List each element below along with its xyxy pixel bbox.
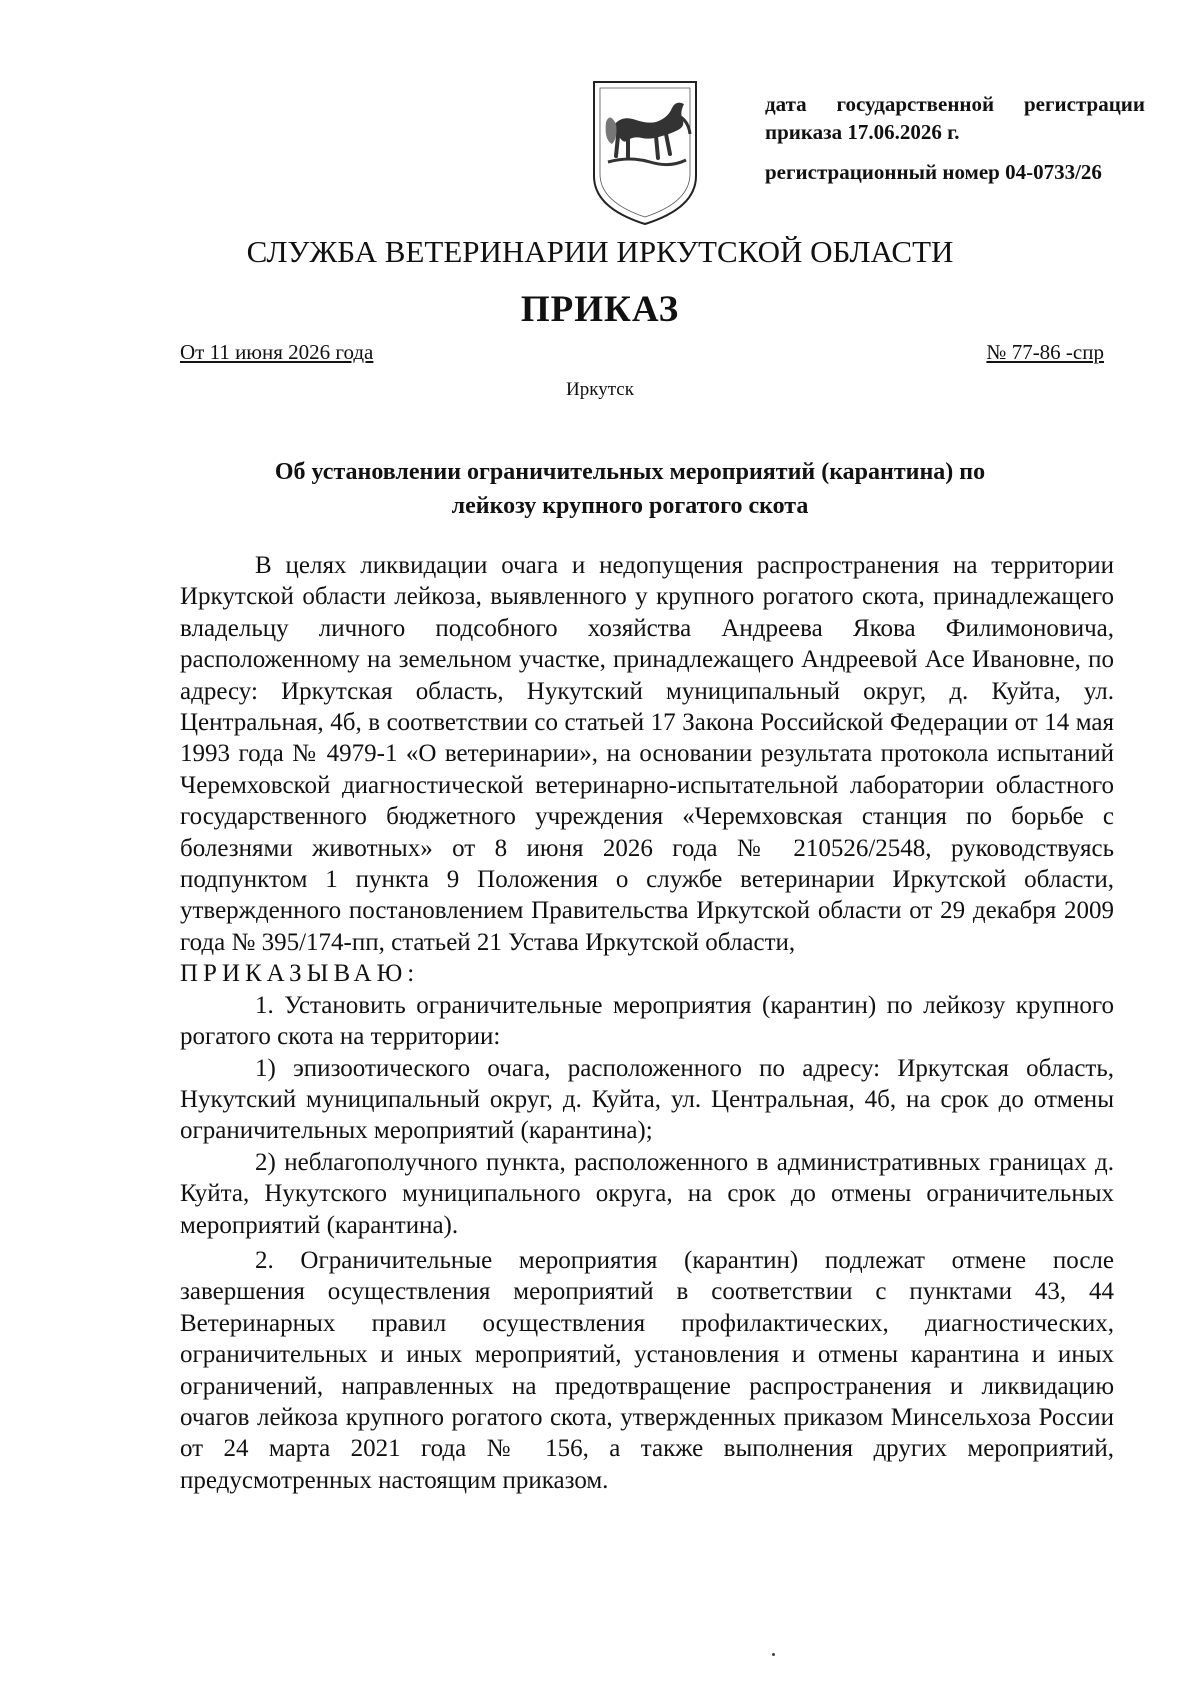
registration-line-2: приказа 17.06.2026 г.	[765, 120, 960, 144]
document-type: ПРИКАЗ	[520, 289, 680, 330]
item-1: 1. Установить ограничительные мероприятия (карантин) по лейкозу крупного рогатого скота на территории:	[180, 991, 1114, 1051]
scan-speck	[772, 1653, 775, 1656]
order-number: № 77-86 -спр	[986, 340, 1104, 364]
city: Иркутск	[566, 379, 634, 400]
item-1-1: 1) эпизоотического очага, расположенного по адресу: Иркутская область, Нукутский муниципальный округ, д. Куйта, ул. Центральная, 4б, на срок до отмены ограничительных мероприятий (карантина);	[180, 1054, 1114, 1145]
order-body	[180, 550, 1114, 1496]
item-2: 2. Ограничительные мероприятия (карантин) подлежат отмене после завершения осуществления мероприятий в соответствии с пунктами 43, 44 Ветеринарных правил осуществления профилактических, диагностических, ограничительных и иных мероприятий, установления и отмены карантина и иных ограничений, направленных на предотвращение распространения и ликвидацию очагов лейкоза крупного рогатого скота, утвержденных приказом Минсельхоза России от 24 марта 2021 года № 156, а также выполнения других мероприятий, предусмотренных настоящим приказом.	[180, 1246, 1114, 1494]
subject-line-1: Об установлении ограничительных мероприятий (карантина) по	[274, 459, 986, 485]
order-date: От 11 июня 2026 года	[180, 340, 374, 364]
registration-line-1: дата государственной регистрации	[765, 92, 1145, 116]
subject-line-2: лейкозу крупного рогатого скота	[451, 493, 809, 519]
registration-info	[765, 90, 1145, 186]
order-subject	[180, 455, 1080, 523]
registration-number: регистрационный номер 04-0733/26	[765, 160, 1102, 184]
preamble-paragraph: В целях ликвидации очага и недопущения распространения на территории Иркутской области лейкоза, выявленного у крупного рогатого скота, принадлежащего владельцу личного подсобного хозяйства Андреева Якова Филимоновича, расположенному на земельном участке, принадлежащего Андреевой Асе Ивановне, по адресу: Иркутская область, Нукутский муниципальный округ, д. Куйта, ул. Центральная, 4б, в соответствии со статьей 17 Закона Российской Федерации от 14 мая 1993 года № 4979-1 «О ветеринарии», на основании результата протокола испытаний Черемховской диагностической ветеринарно-испытательной лаборатории областного государственного бюджетного учреждения «Черемховская станция по борьбе с болезнями животных» от 8 июня 2026 года № 210526/2548, руководствуясь подпунктом 1 пункта 9 Положения о службе ветеринарии Иркутской области, утвержденного постановлением Правительства Иркутской области от 29 декабря 2009 года № 395/174-пп, статьей 21 Устава Иркутской области,	[180, 552, 1114, 956]
order-word: ПРИКАЗЫВАЮ:	[180, 960, 420, 988]
organization-name: СЛУЖБА ВЕТЕРИНАРИИ ИРКУТСКОЙ ОБЛАСТИ	[246, 234, 954, 269]
irkutsk-coat-of-arms-emblem	[590, 78, 700, 228]
item-1-2: 2) неблагополучного пункта, расположенного в административных границах д. Куйта, Нукутского муниципального округа, на срок до отмены ограничительных мероприятий (карантина).	[180, 1148, 1114, 1239]
